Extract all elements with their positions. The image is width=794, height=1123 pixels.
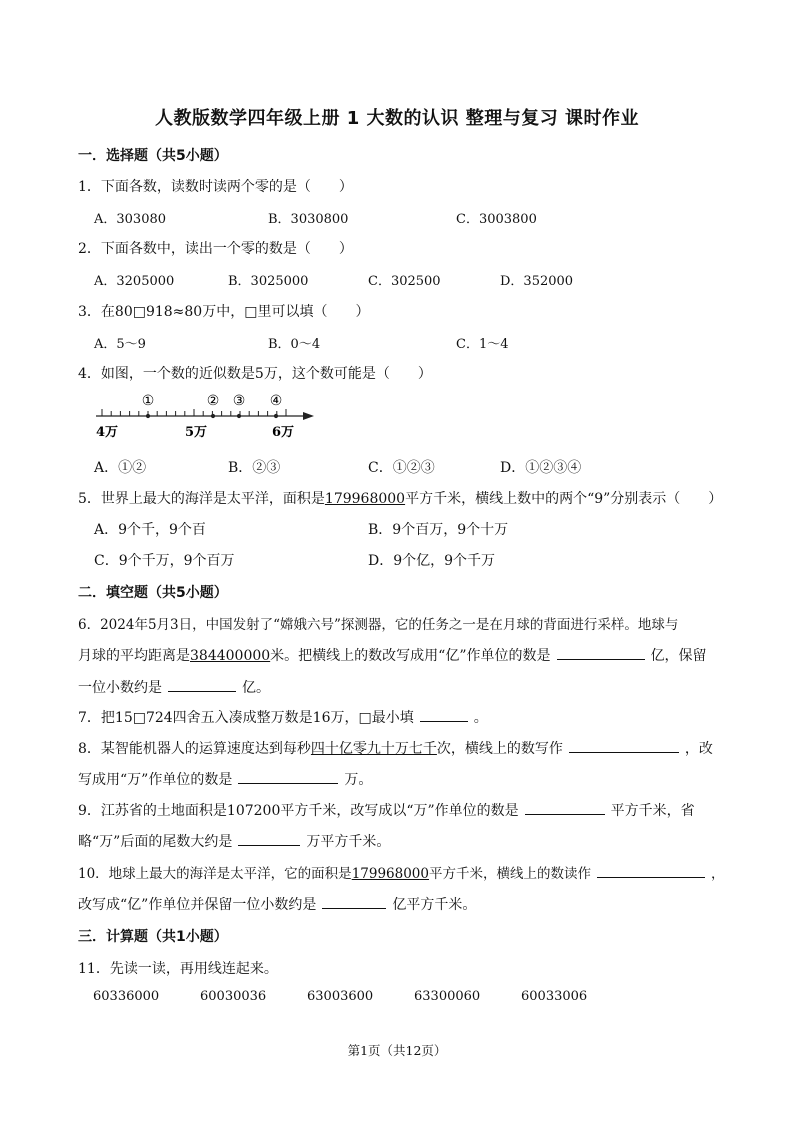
number-item: 63003600 xyxy=(307,989,374,1004)
q8-answer-blank-2[interactable] xyxy=(238,769,338,784)
q2-option-c: C．302500 xyxy=(368,274,441,289)
q6-l3-suffix: 亿。 xyxy=(242,680,270,696)
page-footer: 第1页（共12页） xyxy=(347,1043,447,1058)
q2-option-a: A．3205000 xyxy=(94,274,175,289)
q3-option-c: C．1～4 xyxy=(456,337,509,352)
label-6wan: 6万 xyxy=(272,425,295,440)
q10-l2-prefix: 改写成“亿”作单位并保留一位小数约是 xyxy=(78,897,317,913)
q9-answer-blank-1[interactable] xyxy=(525,800,605,815)
question-11: 11．先读一读，再用线连起来。 xyxy=(78,961,278,977)
q8-middle: 次，横线上的数写作 xyxy=(436,741,563,757)
q10-suffix: ， xyxy=(711,866,725,882)
q9-answer-blank-2[interactable] xyxy=(238,831,300,846)
q3-option-a: A．5～9 xyxy=(94,337,146,352)
question-8-line-2 xyxy=(78,769,372,789)
number-item: 60030036 xyxy=(200,989,267,1004)
q9-l2-prefix: 略“万”后面的尾数大约是 xyxy=(78,834,233,850)
q10-underlined-number: 179968000 xyxy=(351,866,429,882)
question-10-line-1 xyxy=(78,862,725,882)
q7-prefix: 7．把15□724四舍五入凑成整万数是16万，□最小填 xyxy=(78,710,414,726)
q6-underlined-number: 384400000 xyxy=(190,648,271,664)
page-title: 人教版数学四年级上册 1 大数的认识 整理与复习 课时作业 xyxy=(154,108,640,129)
q4-option-d: D．①②③④ xyxy=(500,460,582,476)
question-7 xyxy=(78,707,488,727)
marker-4: ④ xyxy=(269,393,283,409)
question-6-line-3 xyxy=(78,677,270,697)
q1-option-a: A．303080 xyxy=(94,212,167,227)
q10-answer-blank-1[interactable] xyxy=(597,863,705,878)
section-calc-heading: 三．计算题（共1小题） xyxy=(78,929,228,945)
q6-l2-suffix: 亿，保留 xyxy=(650,648,707,664)
q3-option-b: B．0～4 xyxy=(268,337,321,352)
q10-l2-suffix: 亿平方千米。 xyxy=(392,897,477,913)
q10-middle: 平方千米，横线上的数读作 xyxy=(429,866,591,882)
question-8-line-1 xyxy=(78,738,713,758)
q9-suffix: 平方千米，省 xyxy=(610,803,695,819)
marker-3: ③ xyxy=(232,393,246,409)
marker-1: ① xyxy=(141,393,155,409)
q4-option-a: A．①② xyxy=(94,460,147,476)
q6-l2-middle: 米。把横线上的数改写成用“亿”作单位的数是 xyxy=(270,648,551,664)
q8-l2-suffix: 万。 xyxy=(344,772,373,788)
q4-option-c: C．①②③ xyxy=(368,460,435,476)
question-2: 2．下面各数中，读出一个零的数是（ ） xyxy=(78,241,353,257)
q5-option-c: C．9个千万，9个百万 xyxy=(94,553,235,569)
q4-option-b: B．②③ xyxy=(228,460,281,476)
question-6-line-1: 6．2024年5月3日，中国发射了“嫦娥六号”探测器，它的任务之一是在月球的背面进行采样。地球与 xyxy=(78,617,679,633)
q5-underlined-number: 179968000 xyxy=(324,491,406,507)
q2-option-b: B．3025000 xyxy=(228,274,309,289)
question-6-line-2 xyxy=(78,645,707,665)
q8-suffix: ，改 xyxy=(684,741,713,757)
section-fill-heading: 二．填空题（共5小题） xyxy=(78,585,228,601)
number-line-figure xyxy=(90,392,320,442)
q5-option-d: D．9个亿，9个千万 xyxy=(368,553,496,569)
marker-2: ② xyxy=(206,393,220,409)
marker-dot xyxy=(274,414,277,417)
q10-answer-blank-2[interactable] xyxy=(322,894,386,909)
label-4wan: 4万 xyxy=(96,425,119,440)
q2-option-d: D．352000 xyxy=(500,274,574,289)
section-choice-heading: 一．选择题（共5小题） xyxy=(78,148,228,164)
q6-l3-prefix: 一位小数约是 xyxy=(78,680,162,696)
q5-option-a: A．9个千，9个百 xyxy=(94,522,206,538)
number-line-arrow xyxy=(303,412,314,420)
q9-prefix: 9．江苏省的土地面积是107200平方千米，改写成以“万”作单位的数是 xyxy=(78,803,519,819)
number-item: 60033006 xyxy=(521,989,588,1004)
q1-option-c: C．3003800 xyxy=(456,212,537,227)
question-9-line-1 xyxy=(78,800,695,820)
marker-dot xyxy=(146,414,149,417)
label-5wan: 5万 xyxy=(185,425,208,440)
q10-prefix: 10．地球上最大的海洋是太平洋，它的面积是 xyxy=(78,866,352,882)
question-5 xyxy=(78,488,722,508)
q5-prefix: 5．世界上最大的海洋是太平洋，面积是 xyxy=(78,491,325,507)
q8-underlined-text: 四十亿零九十万七千 xyxy=(310,741,437,757)
question-9-line-2 xyxy=(78,831,390,851)
q5-option-b: B．9个百万，9个十万 xyxy=(368,522,509,538)
q7-answer-blank[interactable] xyxy=(420,707,468,722)
question-10-line-2 xyxy=(78,894,476,914)
question-4: 4．如图，一个数的近似数是5万，这个数可能是（ ） xyxy=(78,366,432,382)
q6-answer-blank-2[interactable] xyxy=(168,677,236,692)
question-1: 1．下面各数，读数时读两个零的是（ ） xyxy=(78,179,353,195)
q1-option-b: B．3030800 xyxy=(268,212,349,227)
q7-suffix: 。 xyxy=(473,710,488,726)
marker-dot xyxy=(237,414,240,417)
number-item: 63300060 xyxy=(414,989,481,1004)
q8-prefix: 8．某智能机器人的运算速度达到每秒 xyxy=(78,741,311,757)
q5-suffix: 平方千米，横线上数中的两个“9”分别表示（ ） xyxy=(405,491,723,507)
q9-l2-suffix: 万平方千米。 xyxy=(306,834,391,850)
marker-dot xyxy=(211,414,214,417)
number-item: 60336000 xyxy=(93,989,160,1004)
q6-l2-prefix: 月球的平均距离是 xyxy=(78,648,190,664)
q6-answer-blank-1[interactable] xyxy=(557,645,645,660)
q8-l2-prefix: 写成用“万”作单位的数是 xyxy=(78,772,233,788)
question-3: 3．在80□918≈80万中，□里可以填（ ） xyxy=(78,304,370,320)
q8-answer-blank-1[interactable] xyxy=(569,738,679,753)
